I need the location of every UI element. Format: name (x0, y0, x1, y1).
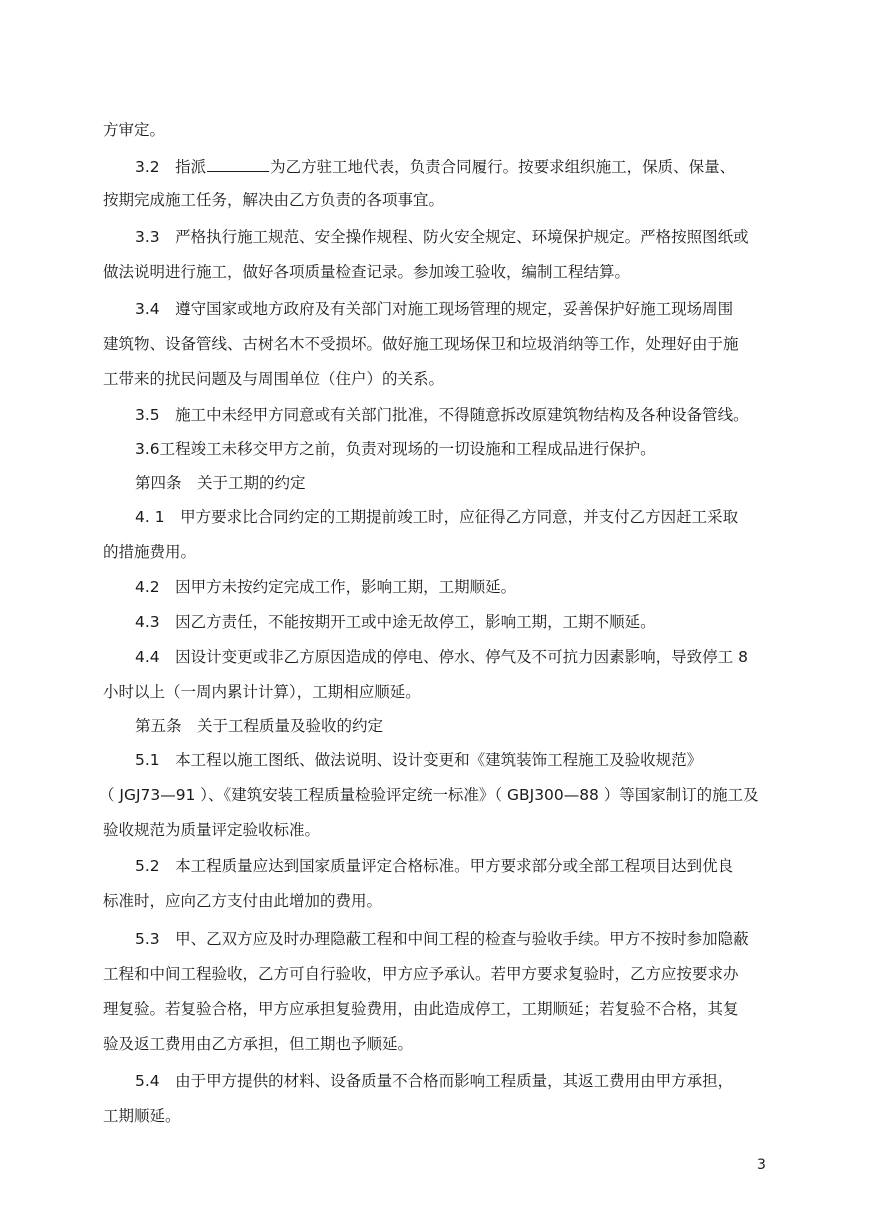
text-line-content: 标准时，应向乙方支付由此增加的费用。 (103, 892, 383, 910)
text-line-content: 工带来的扰民问题及与周围单位（住户）的关系。 (103, 370, 445, 388)
text-line-content: 5.2 本工程质量应达到国家质量评定合格标准。甲方要求部分或全部工程项目达到优良 (135, 857, 734, 875)
text-line-content: （ JGJ73—91 ）、《建筑安装工程质量检验评定统一标准》（ GBJ300—88 ）等国家制订的施工及 (99, 786, 759, 804)
text-line-content: 3.3 严格执行施工规范、安全操作规程、防火安全规定、环境保护规定。严格按照图纸或 (135, 228, 749, 246)
text-line-content: 5.4 由于甲方提供的材料、设备质量不合格而影响工程质量，其返工费用由甲方承担， (135, 1072, 734, 1090)
text-line-content: 工程和中间工程验收，乙方可自行验收，甲方应予承认。若甲方要求复验时，乙方应按要求办 (103, 965, 739, 983)
clause-label: 3.2 指派 (135, 158, 207, 176)
section-heading: 第五条 关于工程质量及验收的约定 (135, 717, 384, 735)
text-line-content: 工期顺延。 (103, 1107, 181, 1125)
text-line-content-with-blank (135, 155, 735, 177)
text-line-content: 做法说明进行施工，做好各项质量检查记录。参加竣工验收，编制工程结算。 (103, 263, 631, 281)
text-line-content: 4. 1 甲方要求比合同约定的工期提前竣工时，应征得乙方同意，并支付乙方因赶工采取 (135, 508, 739, 526)
text-line-content: 方审定。 (103, 121, 166, 139)
page-number: 3 (757, 1157, 766, 1173)
text-line-content: 验及返工费用由乙方承担，但工期也予顺延。 (103, 1035, 414, 1053)
text-line-content: 建筑物、设备管线、古树名木不受损坏。做好施工现场保卫和垃圾消纳等工作，处理好由于施 (103, 335, 739, 353)
text-line-content: 按期完成施工任务，解决由乙方负责的各项事宜。 (103, 191, 445, 209)
text-line-content: 3.6工程竣工未移交甲方之前，负责对现场的一切设施和工程成品进行保护。 (135, 440, 656, 458)
section-heading: 第四条 关于工期的约定 (135, 474, 306, 492)
text-line-content: 的措施费用。 (103, 543, 197, 561)
clause-text: 为乙方驻工地代表，负责合同履行。按要求组织施工，保质、保量、 (270, 158, 736, 176)
text-line-content: 4.4 因设计变更或非乙方原因造成的停电、停水、停气及不可抗力因素影响，导致停工 8 (135, 648, 748, 666)
text-line-content: 小时以上（一周内累计计算），工期相应顺延。 (103, 683, 421, 701)
text-line-content: 5.1 本工程以施工图纸、做法说明、设计变更和《建筑装饰工程施工及验收规范》 (135, 751, 703, 769)
text-line-content: 理复验。若复验合格，甲方应承担复验费用，由此造成停工，工期顺延；若复验不合格，其复 (103, 1000, 739, 1018)
text-line-content: 3.5 施工中未经甲方同意或有关部门批准，不得随意拆改原建筑物结构及各种设备管线。 (135, 406, 749, 424)
fill-in-blank (207, 155, 269, 172)
text-line-content: 5.3 甲、乙双方应及时办理隐蔽工程和中间工程的检查与验收手续。甲方不按时参加隐蔽 (135, 930, 749, 948)
text-line-content: 4.3 因乙方责任，不能按期开工或中途无故停工，影响工期，工期不顺延。 (135, 613, 656, 631)
text-line-content: 3.4 遵守国家或地方政府及有关部门对施工现场管理的规定，妥善保护好施工现场周围 (135, 300, 734, 318)
text-line-content: 4.2 因甲方未按约定完成工作，影响工期，工期顺延。 (135, 578, 517, 596)
text-line-content: 验收规范为质量评定验收标准。 (103, 821, 321, 839)
